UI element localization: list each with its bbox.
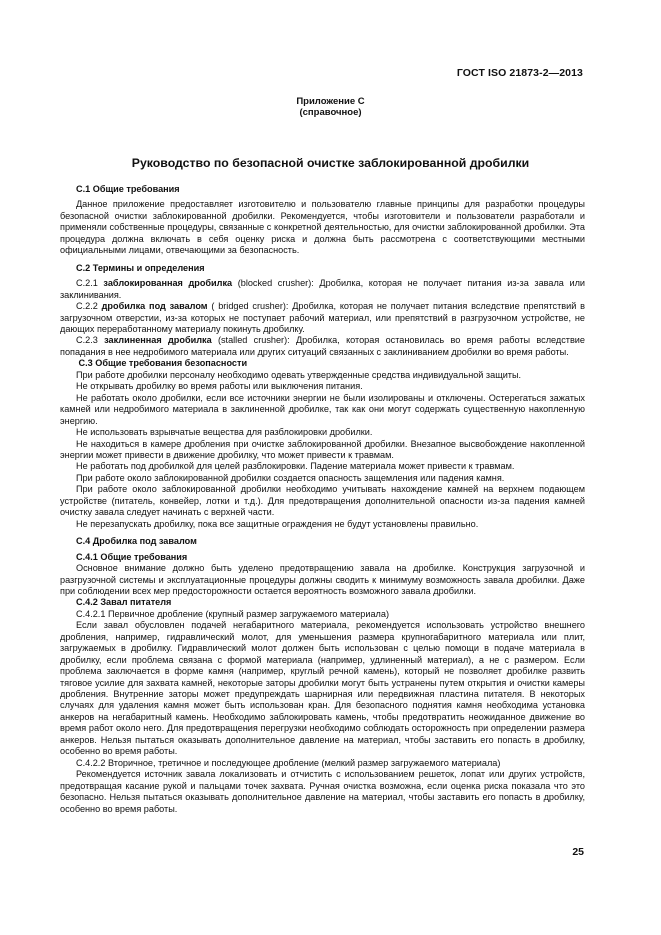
list-item: Не открывать дробилку во время работы или выключения питания. <box>76 381 363 392</box>
term: заблокированная дробилка <box>103 278 233 289</box>
subsection-heading: С.4.2.2 Вторичное, третичное и последующее дробление (мелкий размер загружаемого материала) <box>76 757 501 768</box>
list-item: При работе около заблокированной дробилки необходимо учитывать нахождение камней на верхнем подающем устройстве (питатель, конвейер, лотки и т.д.). Для предотвращения дополнительной опасности из-за падения камней очистку завала следует начинать с верхней части. <box>60 484 585 518</box>
subsection-heading: С.4.1 Общие требования <box>76 551 188 562</box>
section-heading: С.3 Общие требования безопасности <box>76 358 248 369</box>
term: дробилка под завалом <box>101 301 208 312</box>
document-title: Руководство по безопасной очистке заблокированной дробилки <box>131 156 530 170</box>
subsection-heading: С.4.2 Завал питателя <box>76 597 172 608</box>
list-item: При работе дробилки персоналу необходимо одевать утвержденные средства индивидуальной защиты. <box>76 369 522 380</box>
document-body <box>60 184 585 815</box>
term-text: (stalled crusher): Дробилка, которая остановилась во время работы вследствие попадания в нее недробимого материала или других ситуаций связанных с заклиниванием дробилки во время работы. <box>60 335 585 357</box>
term: заклиненная дробилка <box>104 335 212 346</box>
section-heading: С.2 Термины и определения <box>76 262 205 273</box>
section-heading: С.1 Общие требования <box>76 184 180 194</box>
list-item: Не перезапускать дробилку, пока все защитные ограждения не будут установлены правильно. <box>76 518 479 529</box>
term-number: С.2.3 <box>76 335 105 346</box>
standard-designation: ГОСТ ISO 21873-2—2013 <box>456 67 583 79</box>
subsection-heading: С.4.2.1 Первичное дробление (крупный размер загружаемого материала) <box>76 608 389 619</box>
paragraph: Если завал обусловлен подачей негабаритного материала, рекомендуется использовать устройство внешнего дробления, например, гидравлический молот, для уменьшения размера крупногабаритного материала или плит, загружаемых в дробилку. Гидравлический молот должен быть использован с целью помощи в подаче материала в дробилку, если проблема связана с формой материала (например, удлиненный материал), а не с размером. Если проблема заключается в форме камня (например, круглый речной камень), который не позволяет дробилке развить тяговое усилие для захвата камней, некоторые заторы дробилки могут быть устранены путем открытия и очистки камеры дробления. Внутренние заторы может предупреждать шарнирная или передвижная пластина питателя. В некоторых случаях для удаления камня может быть использован кран. Для безопасного поднятия камня необходима установка анкеров на негабаритный камень. Необходимо заблокировать камень, чтобы предотвратить неожиданное движение во время работ около него. Для предотвращения перегрузки необходимо соблюдать осторожность при определении размера анкеров. Нельзя пытаться оказывать дополнительное давление на материал, чтобы заставить его попасть в дробилку, особенно во время работы. <box>60 620 585 757</box>
paragraph: Данное приложение предоставляет изготовителю и пользователю главные принципы для разработки процедуры безопасной очистки заблокированной дробилки. Рекомендуется, чтобы изготовители и пользователи разработали и применяли собственные процедуры, связанные с конкретной деятельностью, для очистки заблокированной дробилки. Эта процедура должна включать в себя оценку риска и должна быть рассмотрена с соответствующими местными официальными лицами, отвечающими за безопасность. <box>60 199 585 256</box>
list-item: При работе около заблокированной дробилки создается опасность защемления или падения камня. <box>76 472 505 483</box>
term-number: С.2.2 <box>76 301 102 312</box>
term-text: (blocked crusher): Дробилка, которая не получает питания из-за завала или заклинивания. <box>60 278 585 300</box>
term-definition <box>60 278 585 301</box>
paragraph: Рекомендуется источник завала локализовать и отчистить с использованием решеток, лопат или других устройств, предотвращая касание рукой и пальцами точек захвата. Ручная очистка возможна, если оценка риска показала что это безопасно. Нельзя пытаться оказывать дополнительное давление на материал, чтобы заставить его попасть в дробилку, особенно во время работы. <box>60 769 585 814</box>
annex-label: Приложение С <box>296 96 365 107</box>
paragraph: Основное внимание должно быть уделено предотвращению завала на дробилке. Конструкция загрузочной и разгрузочной системы и эксплуатационные процедуры должны сводить к минимуму возможность завала дробилки. Даже при соблюдении всех мер предосторожности остается вероятность возможного завала дробилки. <box>60 563 585 596</box>
list-item: Не находиться в камере дробления при очистке заблокированной дробилки. Внезапное высвобождение накопленной энергии может привести в движение дробилку, что может привести к травмам. <box>60 438 585 460</box>
term-definition <box>60 301 585 335</box>
section-heading: С.4 Дробилка под завалом <box>76 536 197 547</box>
term-number: С.2.1 <box>76 278 104 289</box>
term-text: ( bridged crusher): Дробилка, которая не получает питания вследствие препятствий в загрузочном отверстии, из-за которых не поступает рабочий материал, или препятствий в разгрузочном устройстве, не дающих переработанному материалу покинуть дробилку. <box>60 301 585 334</box>
term-definition <box>60 335 585 358</box>
list-item: Не работать под дробилкой для целей разблокировки. Падение материала может привести к травмам. <box>76 461 515 472</box>
list-item: Не использовать взрывчатые вещества для разблокировки дробилки. <box>76 427 373 438</box>
list-item: Не работать около дробилки, если все источники энергии не были изолированы и отключены. Остерегаться зажатых камней или недробимого материала в заклиненной дробилке, так как они могут содержать существенную накопленную энергию. <box>60 392 585 426</box>
page-number: 25 <box>572 846 584 858</box>
annex-type: (справочное) <box>299 107 362 118</box>
